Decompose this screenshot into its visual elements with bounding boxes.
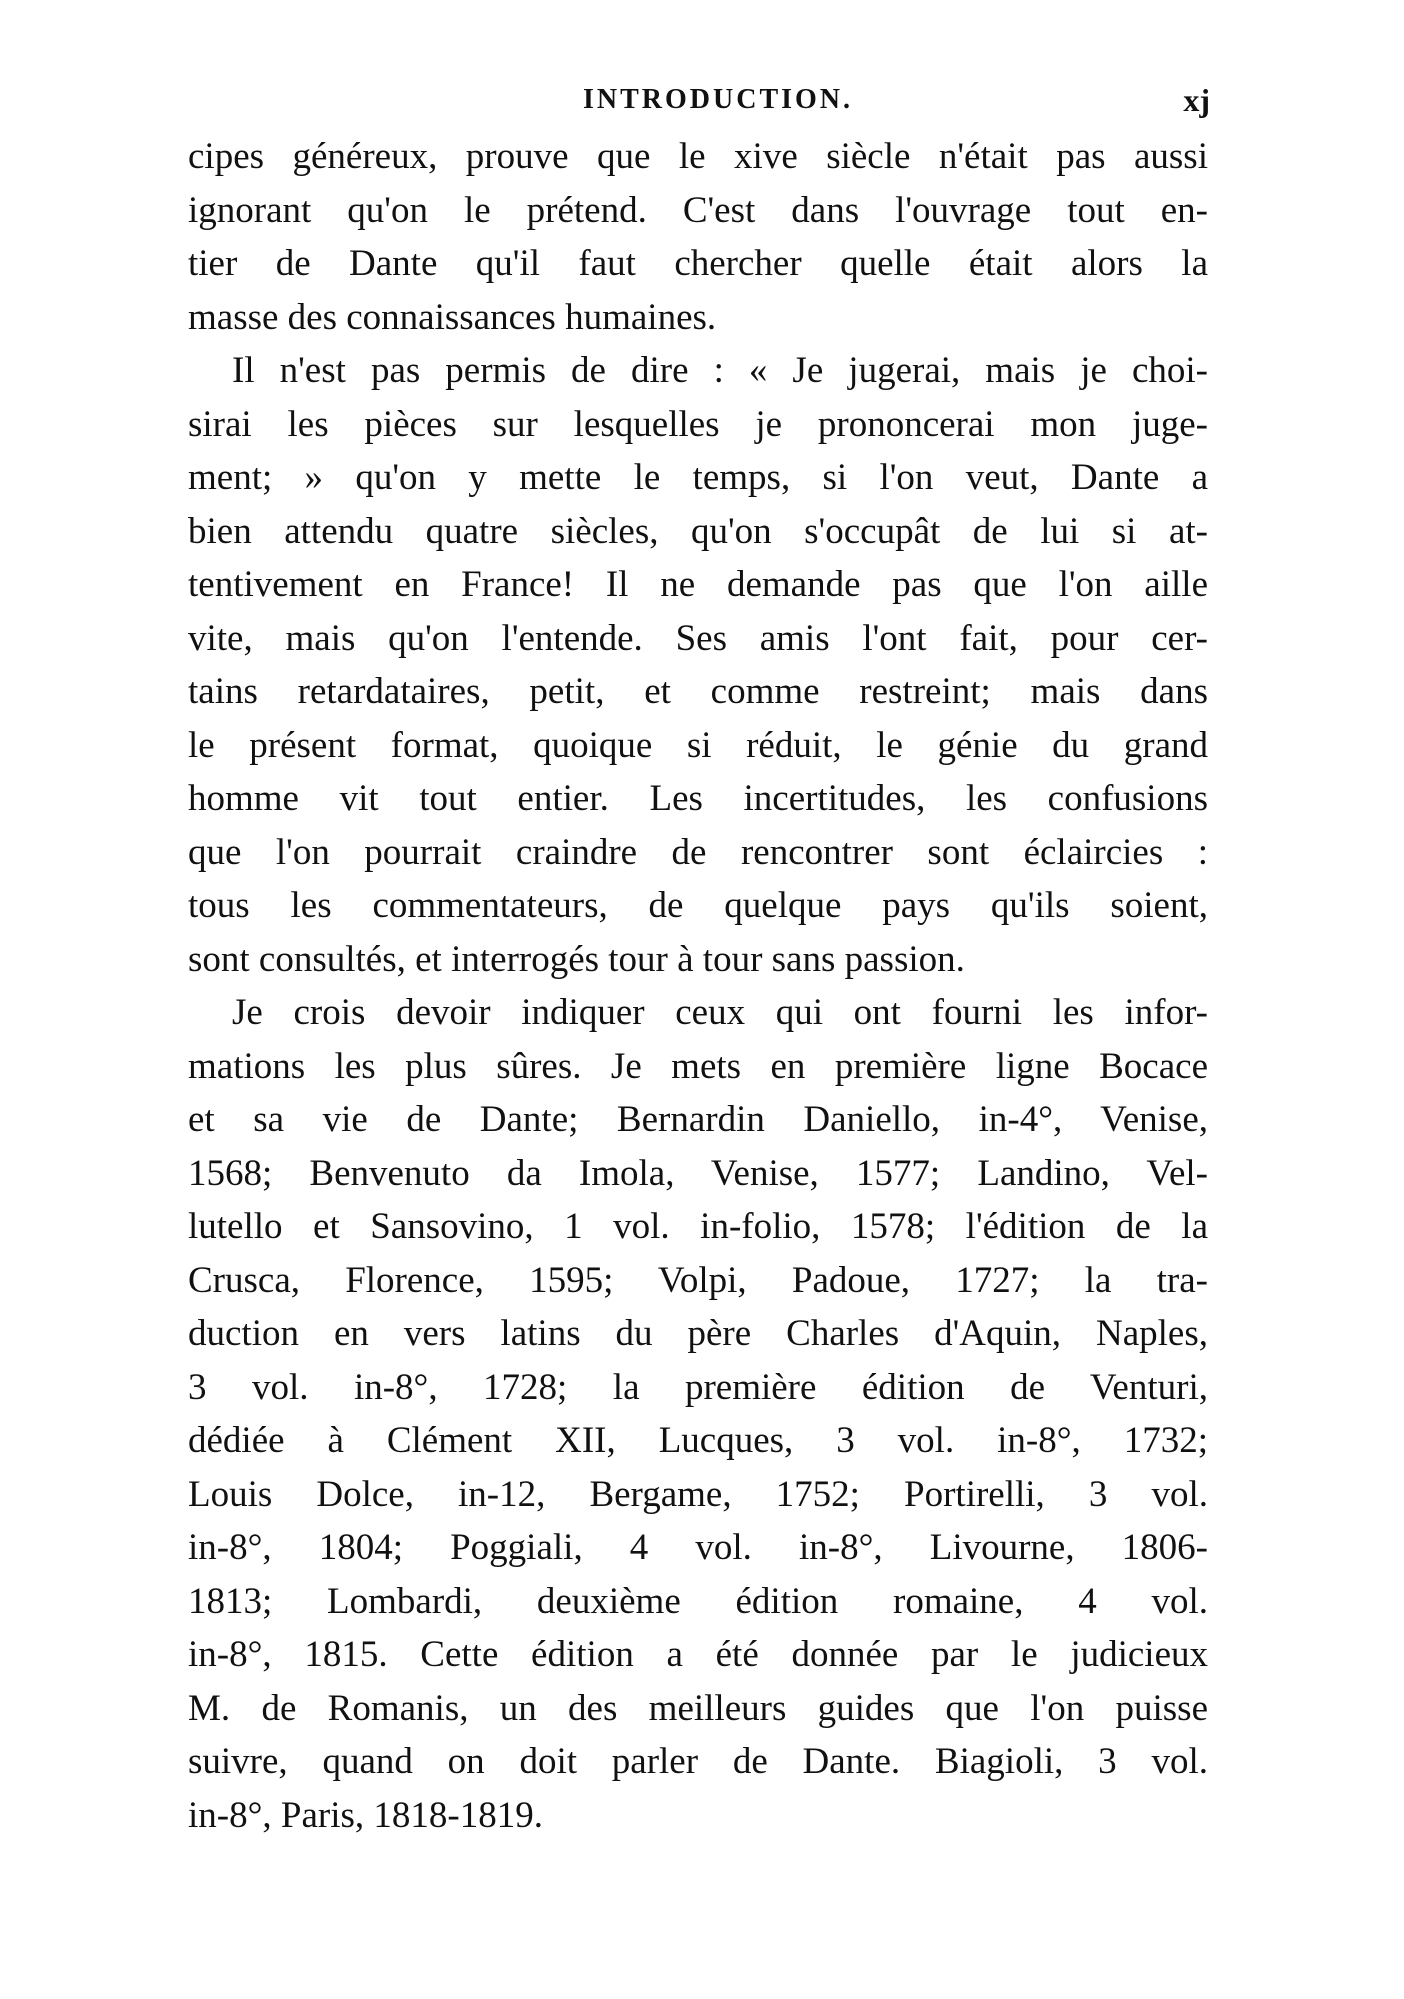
text-line: bien attendu quatre siècles, qu'on s'occupât de lui si at- [188,510,1208,552]
text-line: Il n'est pas permis de dire : « Je jugerai, mais je choi- [232,350,1208,391]
text-line: homme vit tout entier. Les incertitudes, les confusions [188,778,1208,819]
text-line: duction en vers latins du père Charles d'Aquin, Naples, [188,1313,1208,1354]
text-line: in-8°, 1804; Poggiali, 4 vol. in-8°, Livourne, 1806- [188,1527,1208,1568]
text-line: le présent format, quoique si réduit, le génie du grand [188,724,1208,766]
running-title: INTRODUCTION. [582,84,854,115]
text-line: tains retardataires, petit, et comme restreint; mais dans [188,671,1208,712]
paragraph-1 [188,130,1208,344]
text-line: tous les commentateurs, de quelque pays qu'ils soient, [188,885,1208,926]
text-line: que l'on pourrait craindre de rencontrer sont éclaircies : [188,831,1208,873]
text-line: in-8°, 1815. Cette édition a été donnée par le judicieux [188,1634,1208,1675]
text-line: suivre, quand on doit parler de Dante. Biagioli, 3 vol. [188,1741,1208,1782]
text-line: Louis Dolce, in-12, Bergame, 1752; Portirelli, 3 vol. [188,1473,1208,1515]
text-line: in-8°, Paris, 1818-1819. [188,1794,543,1836]
running-head [0,80,1404,120]
text-line: lutello et Sansovino, 1 vol. in-folio, 1578; l'édition de la [188,1206,1208,1247]
text-line: 3 vol. in-8°, 1728; la première édition de Venturi, [188,1366,1208,1408]
text-line: vite, mais qu'on l'entende. Ses amis l'ont fait, pour cer- [188,617,1208,659]
text-line: tentivement en France! Il ne demande pas que l'on aille [188,564,1208,605]
text-line: ment; » qu'on y mette le temps, si l'on veut, Dante a [188,457,1208,498]
text-line: mations les plus sûres. Je mets en première ligne Bocace [188,1045,1208,1087]
text-line: tier de Dante qu'il faut chercher quelle était alors la [188,243,1208,284]
text-line: Crusca, Florence, 1595; Volpi, Padoue, 1727; la tra- [188,1259,1208,1301]
page-number: xj [1183,82,1210,118]
text-line: masse des connaissances humaines. [188,296,717,338]
text-line: 1813; Lombardi, deuxième édition romaine, 4 vol. [188,1580,1208,1622]
paragraph-2 [188,344,1208,986]
paragraph-3 [188,986,1208,1842]
text-line: sont consultés, et interrogés tour à tour sans passion. [188,938,965,980]
text-line: sirai les pièces sur lesquelles je prononcerai mon juge- [188,403,1208,445]
text-line: Je crois devoir indiquer ceux qui ont fourni les infor- [232,992,1208,1033]
text-line: 1568; Benvenuto da Imola, Venise, 1577; Landino, Vel- [188,1152,1208,1194]
text-line: dédiée à Clément XII, Lucques, 3 vol. in-8°, 1732; [188,1420,1208,1461]
text-line: M. de Romanis, un des meilleurs guides que l'on puisse [188,1687,1208,1729]
text-line: ignorant qu'on le prétend. C'est dans l'ouvrage tout en- [188,189,1208,231]
text-line: cipes généreux, prouve que le xive siècle n'était pas aussi [188,136,1208,177]
body-text [188,130,1208,1842]
text-line: et sa vie de Dante; Bernardin Daniello, in-4°, Venise, [188,1099,1208,1140]
